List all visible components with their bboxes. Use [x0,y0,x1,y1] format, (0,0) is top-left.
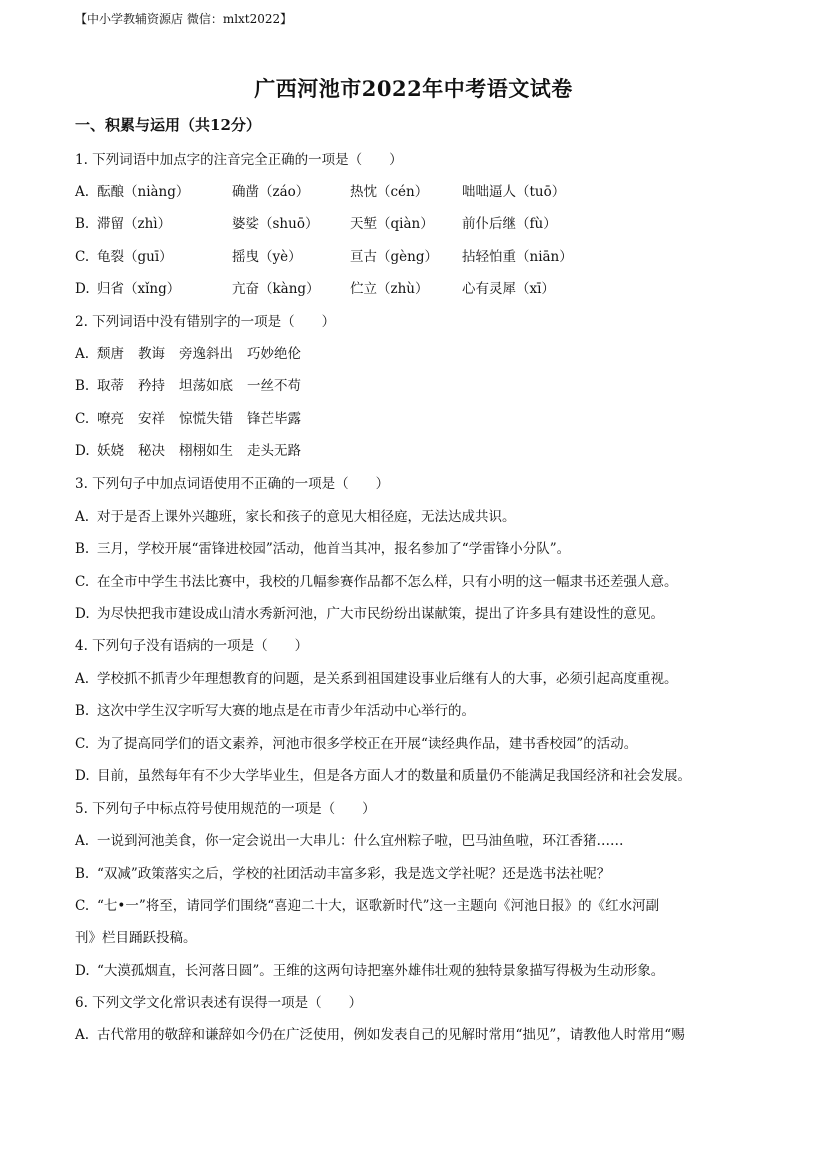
question-3-option-b [75,537,570,557]
option-text: “七•一”将至，请同学们围绕“喜迎二十大，讴歌新时代”这一主题向《河池日报》的《红水河副 [97,898,660,914]
question-1-option-b [75,212,557,232]
option-item: 归省（xǐng） [97,281,181,297]
option-label: A. [75,1027,90,1043]
option-text: 古代常用的敬辞和谦辞如今仍在广泛使用，例如发表自己的见解时常用“拙见”，请教他人时常用“赐 [97,1027,685,1043]
question-3-stem: 3. 下列句子中加点词语使用不正确的一项是（ ） [75,476,390,492]
question-5-option-c-continued: 刊》栏目踊跃投稿。 [75,930,197,946]
option-label: A. [75,671,90,687]
option-item: 颓唐 [97,346,124,362]
option-item: 前仆后继（fù） [462,216,557,232]
option-item: 亘古（gèng） [350,249,438,265]
question-1-stem: 1. 下列词语中加点字的注音完全正确的一项是（ ） [75,152,403,168]
option-item: 安祥 [138,411,165,427]
option-item: 天堑（qiàn） [350,216,434,232]
option-label: B. [75,866,90,882]
question-6-option-a [75,1023,685,1043]
option-label: A. [75,184,90,200]
option-item: 心有灵犀（xī） [462,281,555,297]
question-1-option-d [75,277,555,297]
option-label: C. [75,249,90,265]
option-item: 摇曳（yè） [232,249,302,265]
question-5-option-d [75,959,664,979]
option-item: 婆娑（shuō） [232,216,319,232]
header-note: 【中小学教辅资源店 微信：mlxt2022】 [75,12,293,26]
question-2-option-d [75,439,315,459]
option-item: 秘决 [138,443,165,459]
option-label: D. [75,963,90,979]
option-item: 走头无路 [247,443,301,459]
option-item: 取蒂 [97,378,124,394]
option-text: “大漠孤烟直，长河落日圆”。王维的这两句诗把塞外雄伟壮观的独特景象描写得极为生动形象。 [97,963,665,979]
option-item: 矜持 [138,378,165,394]
option-label: C. [75,736,90,752]
question-4-option-a [75,667,678,687]
option-item: 嘹亮 [97,411,124,427]
option-text: 三月，学校开展“雷锋进校园”活动，他首当其冲，报名参加了“学雷锋小分队”。 [97,541,571,557]
option-label: A. [75,509,90,525]
option-item: 锋芒毕露 [247,411,301,427]
question-3-option-d [75,602,664,622]
option-item: 亢奋（kàng） [232,281,320,297]
option-label: C. [75,411,90,427]
question-2-option-b [75,374,315,394]
option-text: 对于是否上课外兴趣班，家长和孩子的意见大相径庭，无法达成共识。 [97,509,516,525]
option-text: 在全市中学生书法比赛中，我校的几幅参赛作品都不怎么样，只有小明的这一幅隶书还差强人意。 [97,574,678,590]
question-5-stem: 5. 下列句子中标点符号使用规范的一项是（ ） [75,801,376,817]
option-item: 拈轻怕重（niān） [462,249,573,265]
option-item: 酝酿（niàng） [97,184,190,200]
option-text: 目前，虽然每年有不少大学毕业生，但是各方面人才的数量和质量仍不能满足我国经济和社会发展。 [97,768,691,784]
option-item: 栩栩如生 [179,443,233,459]
option-item: 滞留（zhì） [97,216,172,232]
option-label: C. [75,898,90,914]
option-label: B. [75,378,90,394]
option-label: A. [75,346,90,362]
option-label: B. [75,541,90,557]
option-item: 坦荡如底 [179,378,233,394]
question-3-option-a [75,505,516,525]
question-5-option-c [75,894,659,914]
option-item: 咄咄逼人（tuō） [462,184,566,200]
option-label: D. [75,281,90,297]
option-text: 学校抓不抓青少年理想教育的问题，是关系到祖国建设事业后继有人的大事，必须引起高度重视。 [97,671,678,687]
option-item: 旁逸斜出 [179,346,233,362]
option-text: 这次中学生汉字听写大赛的地点是在市青少年活动中心举行的。 [97,703,475,719]
option-item: 巧妙绝伦 [247,346,301,362]
option-label: B. [75,216,90,232]
section-heading: 一、积累与运用（共12分） [75,116,261,134]
option-item: 热忱（cén） [350,184,429,200]
option-text: “双减”政策落实之后，学校的社团活动丰富多彩，我是选文学社呢？还是选书法社呢？ [97,866,611,882]
option-item: 伫立（zhù） [350,281,429,297]
question-4-option-d [75,764,691,784]
option-text: 为尽快把我市建设成山清水秀新河池，广大市民纷纷出谋献策，提出了许多具有建设性的意见。 [97,606,664,622]
option-label: D. [75,768,90,784]
question-4-option-b [75,699,475,719]
option-label: D. [75,443,90,459]
option-item: 确凿（záo） [232,184,310,200]
question-3-option-c [75,570,678,590]
option-item: 一丝不苟 [247,378,301,394]
question-5-option-b [75,862,610,882]
question-2-option-a [75,342,315,362]
option-label: C. [75,574,90,590]
page-title: 广西河池市2022年中考语文试卷 [254,76,573,101]
question-2-option-c [75,407,315,427]
question-5-option-a [75,829,624,849]
option-label: B. [75,703,90,719]
question-4-stem: 4. 下列句子没有语病的一项是（ ） [75,638,309,654]
option-item: 龟裂（guī） [97,249,173,265]
option-text: 一说到河池美食，你一定会说出一大串儿：什么宜州粽子啦，巴马油鱼啦，环江香猪…… [97,833,624,849]
option-item: 妖娆 [97,443,124,459]
question-2-stem: 2. 下列词语中没有错别字的一项是（ ） [75,314,336,330]
question-1-option-c [75,245,573,265]
option-item: 惊慌失错 [179,411,233,427]
question-4-option-c [75,732,637,752]
option-item: 教诲 [138,346,165,362]
option-label: A. [75,833,90,849]
question-6-stem: 6. 下列文学文化常识表述有误得一项是（ ） [75,995,363,1011]
question-1-option-a [75,180,565,200]
option-label: D. [75,606,90,622]
option-text: 为了提高同学们的语文素养，河池市很多学校正在开展“读经典作品，建书香校园”的活动。 [97,736,638,752]
